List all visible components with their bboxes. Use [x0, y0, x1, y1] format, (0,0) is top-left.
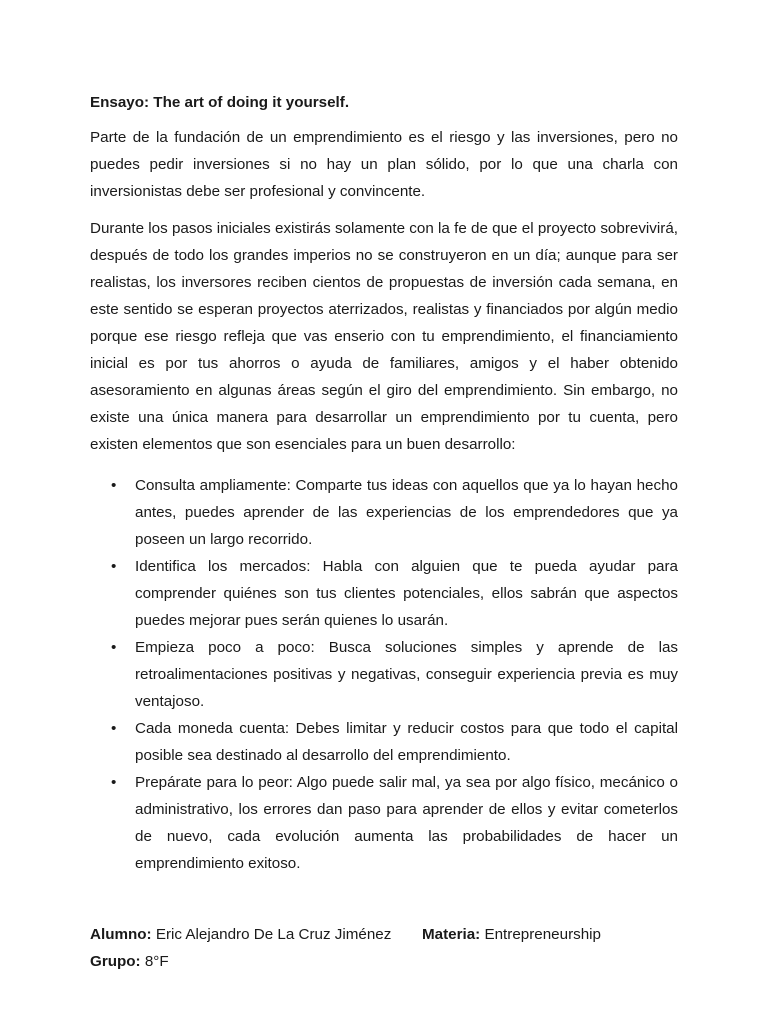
- student-name: Eric Alejandro De La Cruz Jiménez: [155, 926, 392, 943]
- group-info: [90, 948, 169, 975]
- list-item-text: Prepárate para lo peor: Algo puede salir mal, ya sea por algo físico, mecánico o administrativo, los errores dan paso para aprender de ellos y evitar cometerlos de nuevo, cada evolución aumenta las probabilidades de hacer un emprendimiento exitoso.: [135, 774, 678, 872]
- bullet-icon: •: [111, 720, 117, 737]
- document-body: [90, 92, 678, 877]
- student-info: [90, 921, 422, 948]
- bullet-icon: •: [111, 477, 117, 494]
- list-item: [90, 553, 678, 634]
- list-item: [90, 769, 678, 877]
- list-item: [90, 715, 678, 769]
- subject-label: Materia:: [422, 926, 481, 943]
- list-item-text: Consulta ampliamente: Comparte tus ideas con aquellos que ya lo hayan hecho antes, puedes aprender de las experiencias de los emprendedores que ya poseen un largo recorrido.: [135, 477, 678, 548]
- list-item-text: Cada moneda cuenta: Debes limitar y reducir costos para que todo el capital posible sea destinado al desarrollo del emprendimiento.: [135, 720, 678, 764]
- essay-title: Ensayo: The art of doing it yourself.: [90, 94, 350, 111]
- student-label: Alumno:: [90, 926, 152, 943]
- bullet-icon: •: [111, 558, 117, 575]
- paragraph-main: Durante los pasos iniciales existirás solamente con la fe de que el proyecto sobrevivirá, después de todo los grandes imperios no se construyeron en un día; aunque para ser realistas, los inversores reciben cientos de propuestas de inversión cada semana, en este sentido se esperan proyectos aterrizados, realistas y financiados por algún medio porque ese riesgo refleja que vas enserio con tu emprendimiento, el financiamiento inicial es por tus ahorros o ayuda de familiares, amigos y el haber obtenido asesoramiento en algunas áreas según el giro del emprendimiento. Sin embargo, no existe una única manera para desarrollar un emprendimiento por tu cuenta, pero existen elementos que son esenciales para un buen desarrollo:: [90, 220, 678, 453]
- document-footer: [90, 921, 678, 975]
- group-label: Grupo:: [90, 953, 141, 970]
- subject-name: Entrepreneurship: [484, 926, 601, 943]
- bullet-list: [90, 472, 678, 877]
- bullet-icon: •: [111, 774, 117, 791]
- subject-info: [422, 921, 601, 948]
- list-item: [90, 472, 678, 553]
- list-item: [90, 634, 678, 715]
- footer-row-student: [90, 921, 678, 948]
- group-name: 8°F: [144, 953, 169, 970]
- list-item-text: Empieza poco a poco: Busca soluciones simples y aprende de las retroalimentaciones positivas y negativas, conseguir experiencia previa es muy ventajoso.: [135, 639, 678, 710]
- bullet-icon: •: [111, 639, 117, 656]
- list-item-text: Identifica los mercados: Habla con alguien que te pueda ayudar para comprender quiénes son tus clientes potenciales, ellos sabrán que aspectos puedes mejorar pues serán quienes lo usarán.: [135, 558, 678, 629]
- footer-row-group: [90, 948, 678, 975]
- paragraph-intro: Parte de la fundación de un emprendimiento es el riesgo y las inversiones, pero no puedes pedir inversiones si no hay un plan sólido, por lo que una charla con inversionistas debe ser profesional y convincente.: [90, 129, 678, 200]
